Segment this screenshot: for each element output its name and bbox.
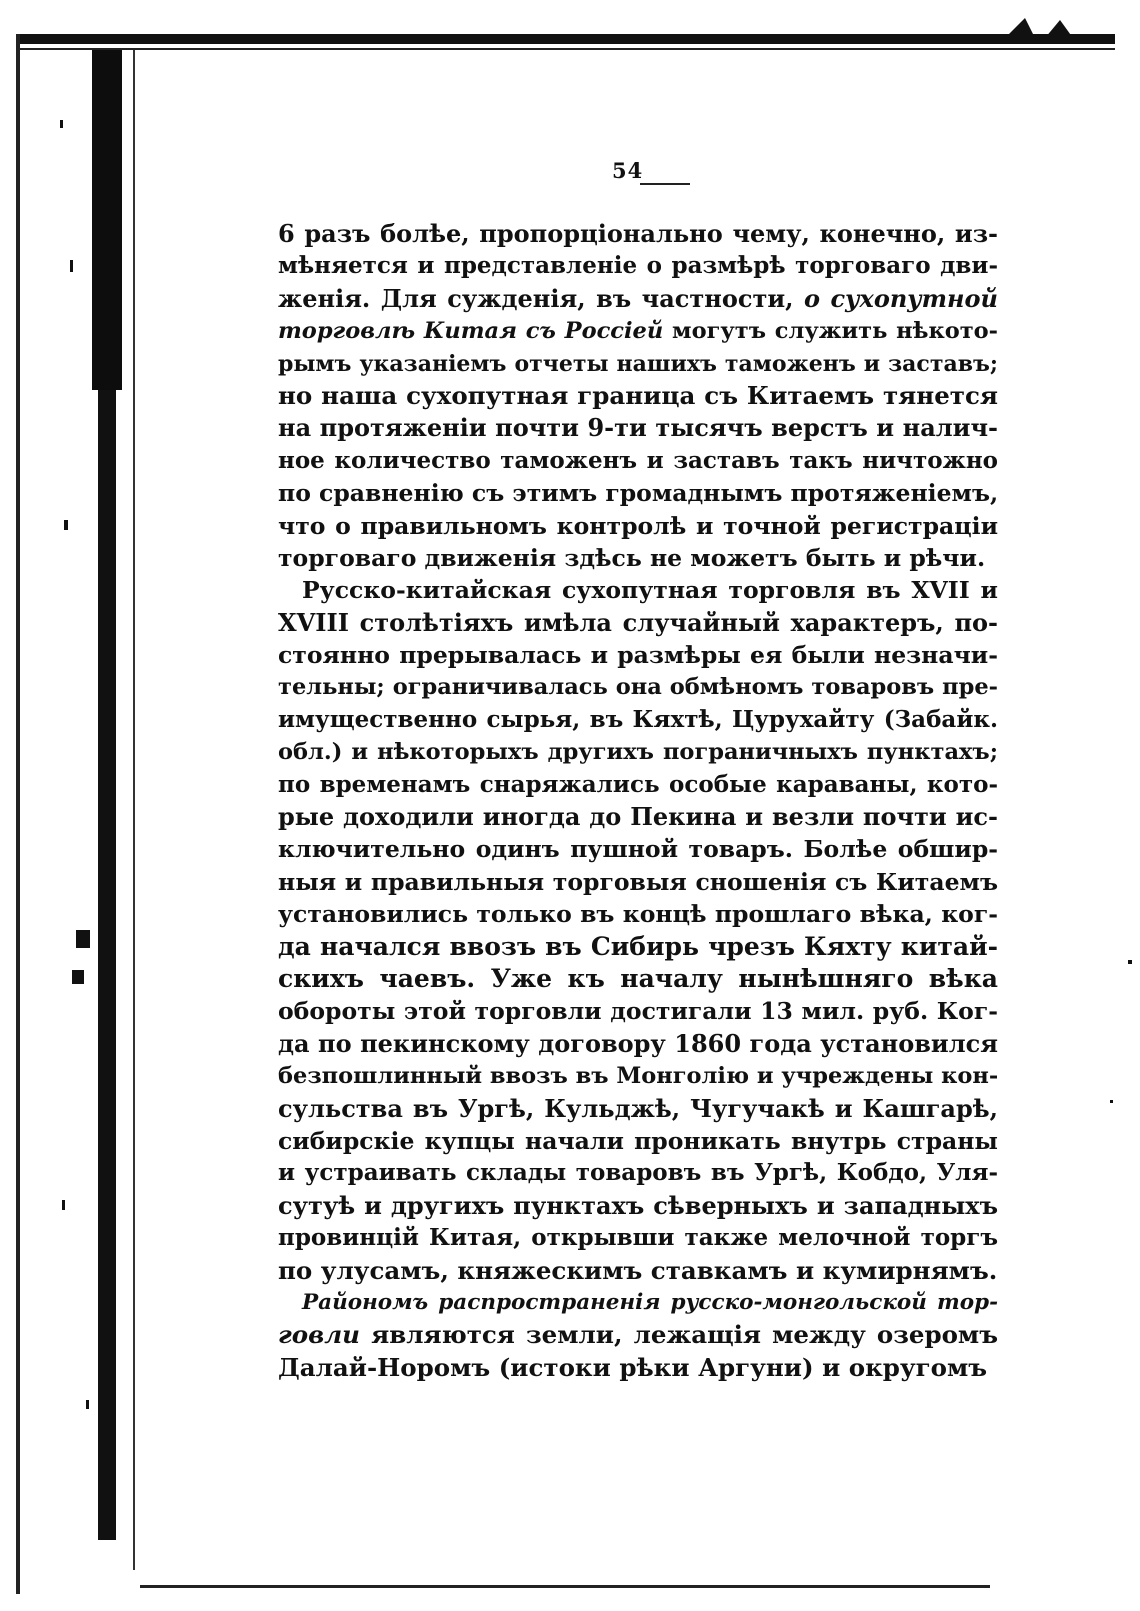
page-number: 54 xyxy=(612,158,644,183)
corner-mark xyxy=(1005,14,1075,38)
text-line: ключительно одинъ пушной товаръ. Болѣе обшир- xyxy=(278,835,998,864)
text-line: обл.) и нѣкоторыхъ другихъ пограничныхъ пунктахъ; xyxy=(278,739,998,766)
text-line: обороты этой торговли достигали 13 мил. руб. Ког- xyxy=(278,997,998,1026)
scan-speckle xyxy=(60,120,63,128)
text-run: могутъ служить нѣкото- xyxy=(663,318,998,345)
text-line xyxy=(278,315,998,347)
text-line: по улусамъ, княжескимъ ставкамъ и кумирнямъ. xyxy=(278,1255,998,1285)
italic-run: о сухопутной xyxy=(804,283,998,313)
text-line: скихъ чаевъ. Уже къ началу нынѣшняго вѣка xyxy=(278,963,998,993)
scan-speckle xyxy=(72,970,84,984)
text-line: сутуѣ и другихъ пунктахъ сѣверныхъ и западныхъ xyxy=(278,1190,998,1220)
text-line: тельны; ограничивалась она обмѣномъ товаровъ пре- xyxy=(278,674,998,701)
text-line: установились только въ концѣ прошлаго вѣка, ког- xyxy=(278,900,998,929)
scan-speckle xyxy=(62,1200,65,1210)
text-line: на протяженіи почти 9-ти тысячъ верстъ и налич- xyxy=(278,413,998,443)
paragraph xyxy=(278,218,998,574)
binding-shadow-lower xyxy=(98,390,116,1540)
text-line: по временамъ снаряжались особые караваны, кото- xyxy=(278,770,998,798)
text-line xyxy=(278,283,998,315)
text-line: сульства въ Ургѣ, Кульджѣ, Чугучакѣ и Кашгарѣ, xyxy=(278,1093,998,1123)
page-number-rule xyxy=(640,183,690,185)
paragraph xyxy=(278,574,998,1287)
text-line: сибирскіе купцы начали проникать внутрь страны xyxy=(278,1126,998,1155)
text-line: но наша сухопутная граница съ Китаемъ тянется xyxy=(278,380,998,410)
binding-shadow xyxy=(92,50,122,390)
scan-speckle xyxy=(76,930,90,948)
scan-speckle xyxy=(1110,1100,1113,1103)
italic-run: Райономъ распространенія русско-монгольской тор- xyxy=(302,1289,998,1315)
scan-speckle xyxy=(86,1400,89,1409)
text-line: да по пекинскому договору 1860 года установился xyxy=(278,1028,998,1058)
body-text xyxy=(278,218,998,1384)
scan-speckle xyxy=(64,520,68,530)
text-line: мѣняется и представленіе о размѣрѣ торговаго дви- xyxy=(278,252,998,280)
text-line: ныя и правильныя торговыя сношенія съ Китаемъ xyxy=(278,867,998,896)
text-line: Русско-китайская сухопутная торговля въ XVII и xyxy=(302,576,998,605)
text-line: провинцій Китая, открывши также мелочной торгъ xyxy=(278,1224,998,1252)
scan-speckle xyxy=(70,260,73,272)
left-page-edge xyxy=(16,34,20,1594)
text-line: что о правильномъ контролѣ и точной регистраціи xyxy=(278,511,998,540)
gutter-line xyxy=(133,50,135,1570)
text-line: стоянно прерывалась и размѣры ея были незначи- xyxy=(278,641,998,670)
top-border xyxy=(20,34,1115,44)
text-line: рымъ указаніемъ отчеты нашихъ таможенъ и заставъ; xyxy=(278,350,998,377)
bottom-border xyxy=(140,1585,990,1588)
text-line: да начался ввозъ въ Сибирь чрезъ Кяхту китай- xyxy=(278,931,998,961)
italic-run: говли xyxy=(278,1320,360,1350)
text-line: рые доходили иногда до Пекина и везли почти ис- xyxy=(278,802,998,832)
text-line: Далай-Норомъ (истоки рѣки Аргуни) и округомъ xyxy=(278,1352,988,1382)
text-line: безпошлинный ввозъ въ Монголію и учреждены кон- xyxy=(278,1063,999,1090)
text-line xyxy=(278,1287,998,1319)
scan-speckle xyxy=(1128,960,1132,964)
italic-run: торговлѣ Китая съ Россіей xyxy=(278,318,664,345)
text-run: женія. Для сужденія, въ частности, xyxy=(278,283,805,313)
text-line: торговаго движенія здѣсь не можетъ быть и рѣчи. xyxy=(278,543,986,572)
text-line: и устраивать склады товаровъ въ Ургѣ, Кобдо, Уля- xyxy=(278,1159,998,1187)
text-line xyxy=(278,1319,998,1351)
text-line: 6 разъ болѣе, пропорціонально чему, конечно, из- xyxy=(278,219,998,248)
text-line: по сравненію съ этимъ громаднымъ протяженіемъ, xyxy=(278,479,999,508)
text-line: имущественно сырья, въ Кяхтѣ, Цурухайту (Забайк. xyxy=(278,705,998,733)
paragraph xyxy=(278,1287,998,1384)
top-border-thin xyxy=(20,48,1115,50)
text-run: являются земли, лежащія между озеромъ xyxy=(359,1320,998,1350)
text-line: ное количество таможенъ и заставъ такъ ничтожно xyxy=(278,446,998,474)
text-line: XVIII столѣтіяхъ имѣла случайный характеръ, по- xyxy=(278,607,998,637)
